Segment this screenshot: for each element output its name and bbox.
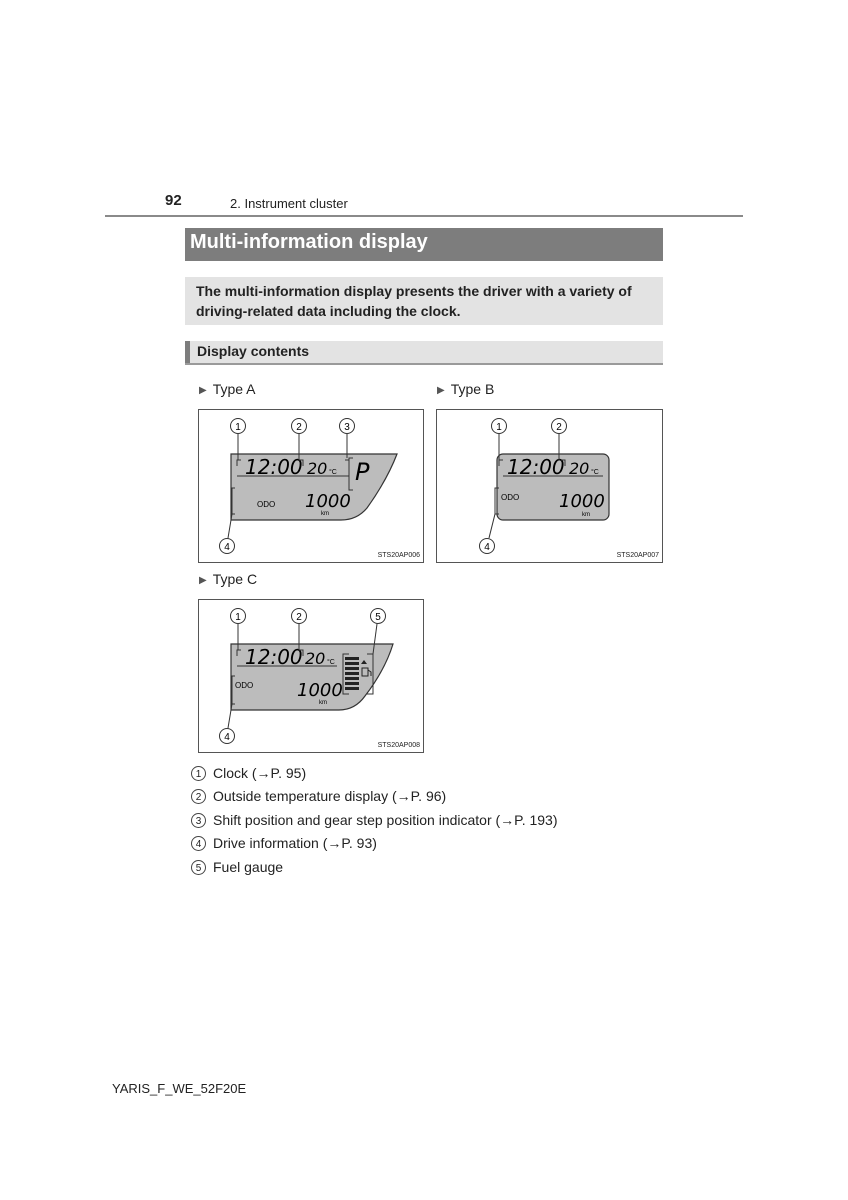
type-a-temp: 20 <box>307 459 328 478</box>
type-a-label <box>199 381 256 397</box>
type-c-display-illustration <box>199 600 425 754</box>
type-c-odo-label: ODO <box>235 681 254 690</box>
type-c-label <box>199 571 257 587</box>
page-number: 92 <box>165 192 182 209</box>
chapter-title: 2. Instrument cluster <box>230 196 348 211</box>
subsection-title: Display contents <box>197 343 310 359</box>
section-title: Multi-information display <box>190 231 428 253</box>
legend-item-temperature <box>191 788 446 804</box>
type-b-temp: 20 <box>569 459 590 478</box>
callout-2: 2 <box>556 422 562 433</box>
legend-item-shift-position <box>191 812 558 828</box>
type-c-odo-value: 1000 <box>297 680 343 701</box>
type-b-odo-label: ODO <box>501 493 520 502</box>
type-b-odo-unit: km <box>582 512 590 518</box>
callout-1: 1 <box>235 612 241 623</box>
type-b-label-text: Type B <box>450 381 495 397</box>
triangle-bullet-icon: ▶ <box>199 385 207 396</box>
type-a-odo-value: 1000 <box>305 491 351 512</box>
type-c-odo-unit: km <box>319 700 327 706</box>
triangle-bullet-icon: ▶ <box>199 575 207 586</box>
type-b-odo-value: 1000 <box>559 491 605 512</box>
legend-number: 5 <box>191 860 206 875</box>
type-c-label-text: Type C <box>212 571 258 587</box>
figure-caption: STS20AP006 <box>377 552 420 559</box>
callout-2: 2 <box>296 422 302 433</box>
type-c-temp: 20 <box>305 649 326 668</box>
legend-text: Clock (→P. 95) <box>213 765 307 781</box>
legend-item-fuel-gauge <box>191 859 283 875</box>
legend-text: Drive information (→P. 93) <box>213 835 377 851</box>
legend-number: 3 <box>191 813 206 828</box>
callout-5: 5 <box>375 612 381 623</box>
figure-type-b <box>436 409 663 563</box>
callout-3: 3 <box>344 422 350 433</box>
callout-4: 4 <box>224 542 230 553</box>
type-a-temp-unit: °C <box>329 469 337 476</box>
figure-caption: STS20AP008 <box>377 742 420 749</box>
callout-2: 2 <box>296 612 302 623</box>
type-b-temp-unit: °C <box>591 469 599 476</box>
type-b-display-illustration <box>437 410 664 564</box>
type-a-clock: 12:00 <box>245 455 303 479</box>
figure-caption: STS20AP007 <box>616 552 659 559</box>
callout-1: 1 <box>496 422 502 433</box>
legend-item-clock <box>191 765 306 781</box>
header-rule <box>105 215 743 217</box>
callout-1: 1 <box>235 422 241 433</box>
legend-number: 4 <box>191 836 206 851</box>
subsection-accent <box>185 341 190 363</box>
type-a-display-illustration <box>199 410 425 564</box>
type-c-clock: 12:00 <box>245 645 303 669</box>
document-code: YARIS_F_WE_52F20E <box>112 1081 247 1096</box>
legend-text: Fuel gauge <box>213 859 284 875</box>
type-c-temp-unit: °C <box>327 659 335 666</box>
type-b-label <box>437 381 494 397</box>
legend-text: Shift position and gear step position indicator (→P. 193) <box>213 812 558 828</box>
triangle-bullet-icon: ▶ <box>437 385 445 396</box>
legend-text: Outside temperature display (→P. 96) <box>213 788 447 804</box>
type-a-label-text: Type A <box>212 381 256 397</box>
legend-number: 1 <box>191 766 206 781</box>
callout-4: 4 <box>484 542 490 553</box>
type-b-clock: 12:00 <box>507 455 565 479</box>
figure-type-a <box>198 409 424 563</box>
type-a-gear: P <box>355 458 370 486</box>
type-a-odo-label: ODO <box>257 500 276 509</box>
type-a-odo-unit: km <box>321 511 329 517</box>
legend-number: 2 <box>191 789 206 804</box>
callout-4: 4 <box>224 732 230 743</box>
legend-item-drive-information <box>191 835 377 851</box>
figure-type-c <box>198 599 424 753</box>
intro-text: The multi-information display presents the driver with a variety of driving-related data including the clock. <box>196 283 632 319</box>
